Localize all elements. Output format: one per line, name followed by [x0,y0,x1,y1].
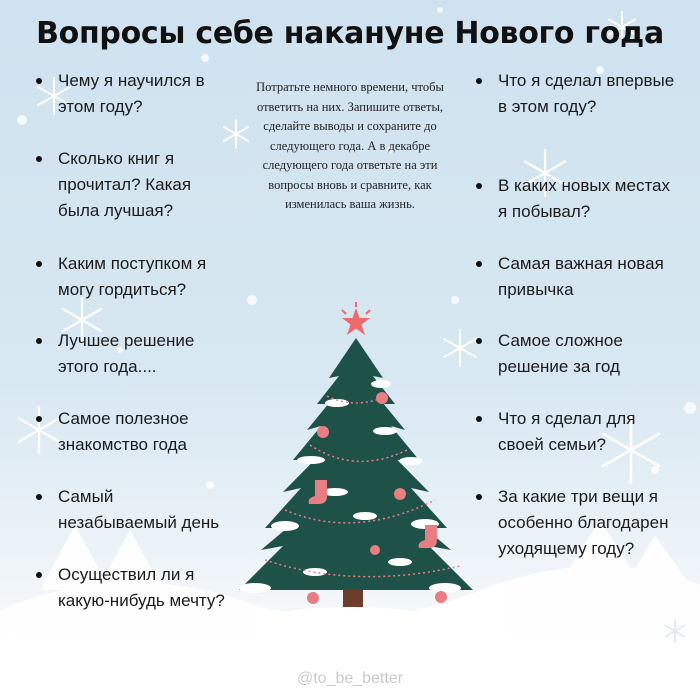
author-handle: @to_be_better [296,670,404,687]
list-item: Самый незабываемый день [36,484,236,536]
page-title: Вопросы себе накануне Нового года [36,16,664,51]
bullet-icon [36,261,42,267]
bullet-icon [36,338,42,344]
bullet-icon [36,78,42,84]
intro-text: Потратьте немного времени, чтобы ответить на них. Запишите ответы, сделайте выводы и сохраните до следующего года. А в декабре следующего года ответьте на эти вопросы вновь и сравните, как изменилась ваша жизнь. [256,80,444,211]
star-icon [342,302,370,335]
list-item: Лучшее решение этого года.... [36,328,236,380]
list-item: Что я сделал впервые в этом году? [476,68,676,120]
christmas-tree-illustration [215,300,485,645]
bullet-icon [36,156,42,162]
bullet-icon [476,183,482,189]
bullet-icon [36,416,42,422]
bullet-icon [36,494,42,500]
list-item: Что я сделал для своей семьи? [476,406,676,458]
snow-ground [280,607,420,623]
list-item: Самое сложное решение за год [476,328,676,380]
list-item: Каким поступком я могу гордиться? [36,251,236,303]
list-item: Самое полезное знакомство года [36,406,236,458]
bullet-icon [476,261,482,267]
bullet-icon [36,572,42,578]
bullet-icon [476,78,482,84]
list-item: Чему я научился в этом году? [36,68,236,120]
list-item: Самая важная новая привычка [476,251,676,303]
tree-foliage [239,338,473,590]
list-item: За какие три вещи я особенно благодарен уходящему году? [476,484,676,562]
list-item: Сколько книг я прочитал? Какая была лучшая? [36,146,236,224]
list-item: Осуществил ли я какую-нибудь мечту? [36,562,236,614]
list-item: В каких новых местах я побывал? [476,173,676,225]
snowflake-icon [662,618,688,644]
